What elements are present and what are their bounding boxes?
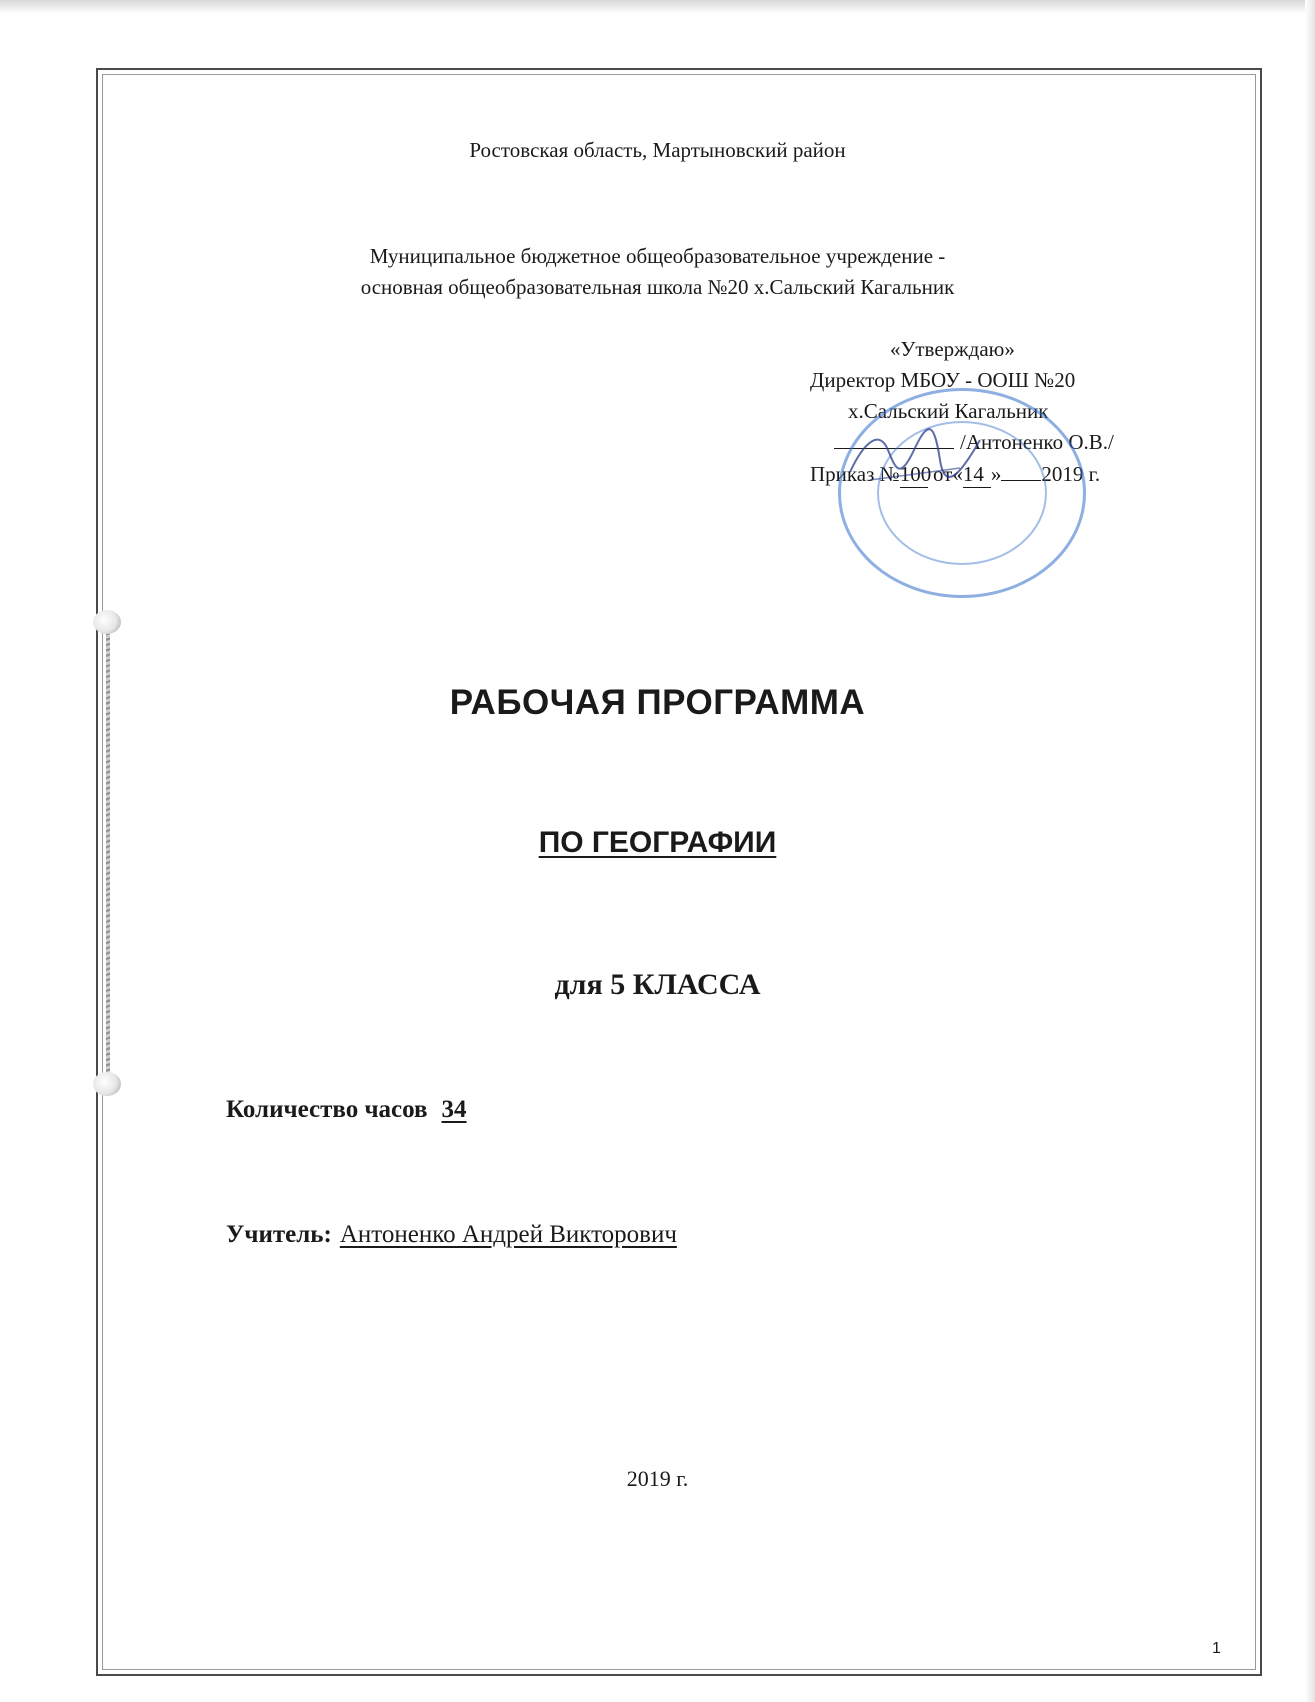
handwritten-signature <box>840 420 990 490</box>
hours-value: 34 <box>441 1096 467 1123</box>
binding-knot-bottom <box>93 1072 121 1096</box>
school-name-line-1: Муниципальное бюджетное общеобразовательное учреждение - <box>369 244 946 268</box>
order-number: 100 <box>899 462 932 486</box>
binding-knot-top <box>93 610 121 634</box>
approval-place: х.Сальский Кагальник <box>848 399 1049 423</box>
document-grade: для 5 КЛАССА <box>554 968 761 1001</box>
approval-title: «Утверждаю» <box>890 337 1015 361</box>
region-line: Ростовская область, Мартыновский район <box>469 138 846 162</box>
order-label: Приказ № <box>810 462 900 486</box>
order-year: 2019 г. <box>1041 462 1101 486</box>
school-name-line-2: основная общеобразовательная школа №20 х.Сальский Кагальник <box>360 275 955 299</box>
page-number: 1 <box>1212 1640 1221 1657</box>
teacher-label: Учитель: <box>226 1221 332 1248</box>
document-subject <box>0 826 1315 860</box>
hours-label: Количество часов <box>226 1096 428 1123</box>
signature-name: /Антоненко О.В./ <box>960 430 1114 454</box>
teacher-field <box>226 1221 677 1249</box>
page-frame <box>96 68 1262 1676</box>
approval-director: Директор МБОУ - ООШ №20 <box>810 368 1076 392</box>
document-title: РАБОЧАЯ ПРОГРАММА <box>449 683 866 722</box>
subject-text: ПО ГЕОГРАФИИ <box>538 826 777 859</box>
scan-edge-top <box>0 0 1315 14</box>
document-year: 2019 г. <box>626 1466 689 1491</box>
order-day: 14 <box>963 462 991 488</box>
teacher-name: Антоненко Андрей Викторович <box>339 1221 677 1248</box>
order-close: » <box>990 462 1002 486</box>
hours-field <box>226 1096 467 1124</box>
order-from: от« <box>932 462 963 486</box>
